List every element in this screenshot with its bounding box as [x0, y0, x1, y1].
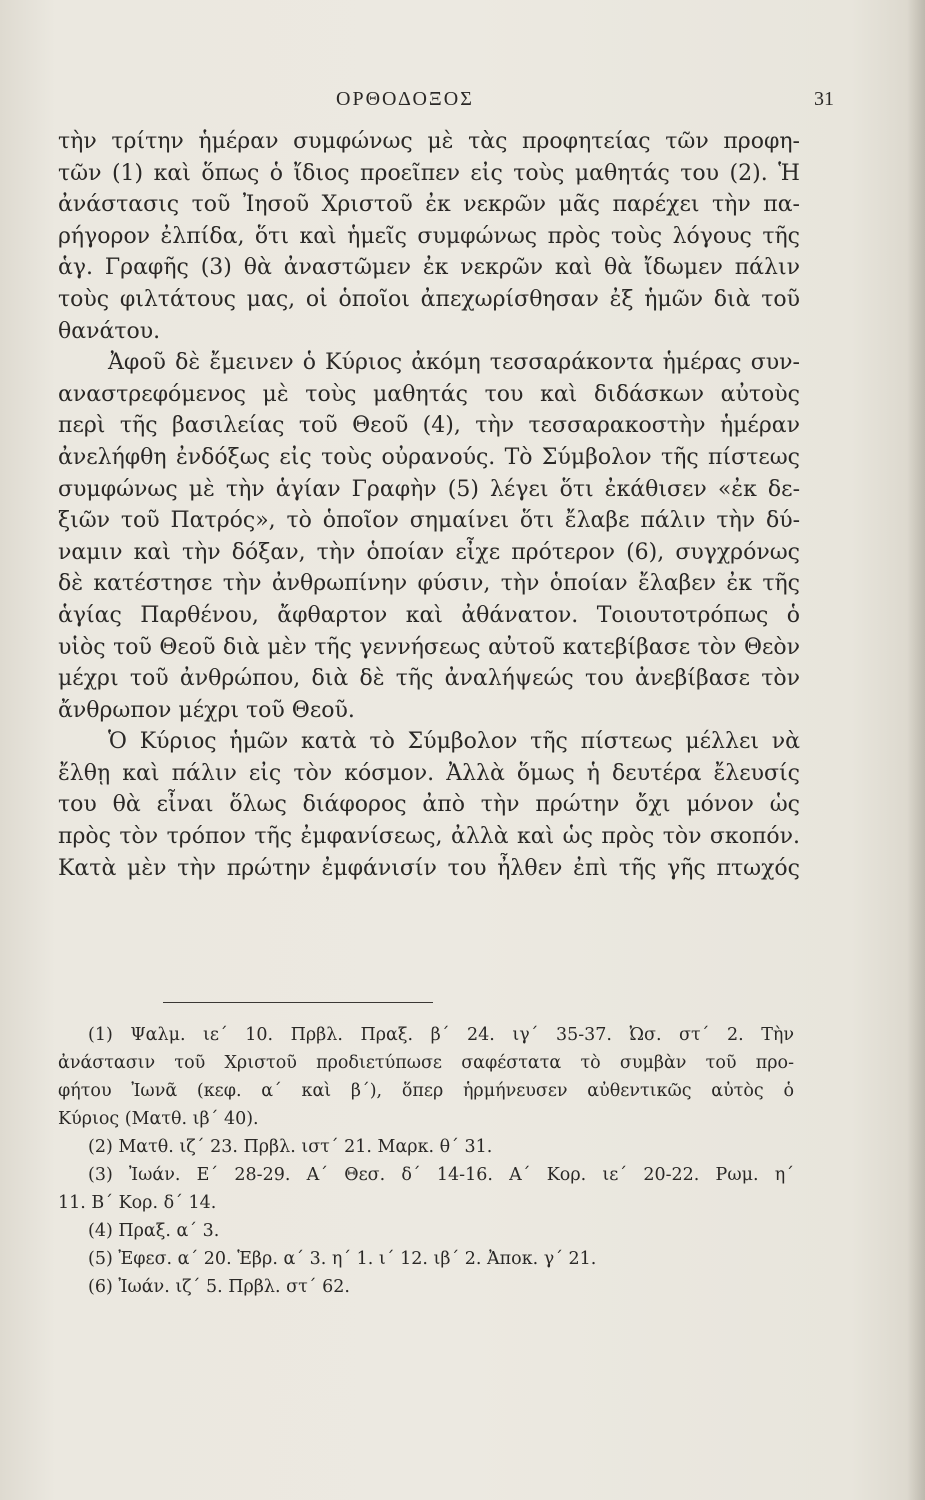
footnote-line: (2) Ματθ. ιζ΄ 23. Πρβλ. ιστ΄ 21. Μαρκ. θ΄ 31.	[88, 1137, 493, 1157]
footnote-line: (4) Πραξ. α΄ 3.	[88, 1221, 220, 1241]
footnote-line: ἀνάστασιν τοῦ Χριστοῦ προδιετύπωσε σαφέστατα τὸ συμβὰν τοῦ προ-	[58, 1053, 794, 1073]
text-line: δὲ κατέστησε τὴν ἀνθρωπίνην φύσιν, τὴν ὁποίαν ἔλαβεν ἐκ τῆς	[58, 571, 800, 597]
running-title: ΟΡΘΟΔΟΞΟΣ	[336, 88, 474, 110]
text-line: ξιῶν τοῦ Πατρός», τὸ ὁποῖον σημαίνει ὅτι ἔλαβε πάλιν τὴν δύ-	[58, 508, 800, 534]
text-line: Ἀφοῦ δὲ ἔμεινεν ὁ Κύριος ἀκόμη τεσσαράκοντα ἡμέρας συν-	[108, 350, 800, 376]
footnote-line: Κύριος (Ματθ. ιβ΄ 40).	[58, 1109, 259, 1129]
footnote-rule	[163, 1002, 433, 1003]
footnote-line: φήτου Ἰωνᾶ (κεφ. α΄ καὶ β΄), ὅπερ ἡρμήνευσεν αὐθεντικῶς αὐτὸς ὁ	[58, 1081, 794, 1101]
text-line: ἔλθῃ καὶ πάλιν εἰς τὸν κόσμον. Ἀλλὰ ὅμως ἡ δευτέρα ἔλευσίς	[58, 760, 800, 786]
text-line: Ὁ Κύριος ἡμῶν κατὰ τὸ Σύμβολον τῆς πίστεως μέλλει νὰ	[108, 729, 800, 755]
text-line: ἀνελήφθη ἐνδόξως εἰς τοὺς οὐρανούς. Τὸ Σύμβολον τῆς πίστεως	[58, 444, 800, 470]
text-line: ἁγ. Γραφῆς (3) θὰ ἀναστῶμεν ἐκ νεκρῶν καὶ θὰ ἴδωμεν πάλιν	[58, 255, 800, 281]
footnote-line: (6) Ἰωάν. ιζ΄ 5. Πρβλ. στ΄ 62.	[88, 1277, 350, 1297]
page-header	[0, 88, 925, 118]
text-line: Κατὰ μὲν τὴν πρώτην ἐμφάνισίν του ἦλθεν ἐπὶ τῆς γῆς πτωχός	[58, 855, 800, 881]
text-line: του θὰ εἶναι ὅλως διάφορος ἀπὸ τὴν πρώτην ὄχι μόνον ὡς	[58, 792, 800, 818]
text-line: τὴν τρίτην ἡμέραν συμφώνως μὲ τὰς προφητείας τῶν προφη-	[58, 129, 800, 154]
text-line: ναμιν καὶ τὴν δόξαν, τὴν ὁποίαν εἶχε πρότερον (6), συγχρόνως	[58, 539, 800, 565]
text-line: τῶν (1) καὶ ὅπως ὁ ἴδιος προεῖπεν εἰς τοὺς μαθητάς του (2). Ἡ	[58, 160, 800, 186]
text-line: περὶ τῆς βασιλείας τοῦ Θεοῦ (4), τὴν τεσσαρακοστὴν ἡμέραν	[58, 413, 800, 439]
footnote-line: (1) Ψαλμ. ιε΄ 10. Πρβλ. Πραξ. β΄ 24. ιγ΄ 35-37. Ὠσ. στ΄ 2. Τὴν	[88, 1025, 794, 1045]
text-line: μέχρι τοῦ ἀνθρώπου, διὰ δὲ τῆς ἀναλήψεώς του ἀνεβίβασε τὸν	[58, 666, 800, 692]
footnotes	[58, 1021, 794, 1301]
text-line: πρὸς τὸν τρόπον τῆς ἐμφανίσεως, ἀλλὰ καὶ ὡς πρὸς τὸν σκοπόν.	[58, 824, 800, 850]
text-line: ἀνάστασις τοῦ Ἰησοῦ Χριστοῦ ἐκ νεκρῶν μᾶς παρέχει τὴν πα-	[58, 192, 800, 218]
text-line: θανάτου.	[58, 318, 161, 344]
footnote-line: 11. Β΄ Κορ. δ΄ 14.	[58, 1193, 217, 1213]
footnote-line: (3) Ἰωάν. Ε΄ 28-29. Α΄ Θεσ. δ΄ 14-16. Α΄ Κορ. ιε΄ 20-22. Ρωμ. η΄	[88, 1165, 794, 1185]
text-line: ἄνθρωπον μέχρι τοῦ Θεοῦ.	[58, 697, 355, 723]
main-text	[58, 126, 800, 884]
page-number: 31	[814, 88, 834, 110]
text-line: τοὺς φιλτάτους μας, οἱ ὁποῖοι ἀπεχωρίσθησαν ἐξ ἡμῶν διὰ τοῦ	[58, 286, 800, 312]
text-line: ἁγίας Παρθένου, ἄφθαρτον καὶ ἀθάνατον. Τοιουτοτρόπως ὁ	[58, 602, 800, 628]
text-line: υἱὸς τοῦ Θεοῦ διὰ μὲν τῆς γεννήσεως αὐτοῦ κατεβίβασε τὸν Θεὸν	[58, 634, 800, 660]
footnote-line: (5) Ἐφεσ. α΄ 20. Ἑβρ. α΄ 3. η΄ 1. ι΄ 12. ιβ΄ 2. Ἀποκ. γ΄ 21.	[88, 1249, 597, 1269]
page-edge-shadow	[907, 0, 925, 1500]
text-line: ρήγορον ἐλπίδα, ὅτι καὶ ἡμεῖς συμφώνως πρὸς τοὺς λόγους τῆς	[58, 223, 800, 249]
text-line: συμφώνως μὲ τὴν ἁγίαν Γραφὴν (5) λέγει ὅτι ἐκάθισεν «ἐκ δε-	[58, 476, 800, 502]
text-line: αναστρεφόμενος μὲ τοὺς μαθητάς του καὶ διδάσκων αὐτοὺς	[58, 381, 800, 407]
